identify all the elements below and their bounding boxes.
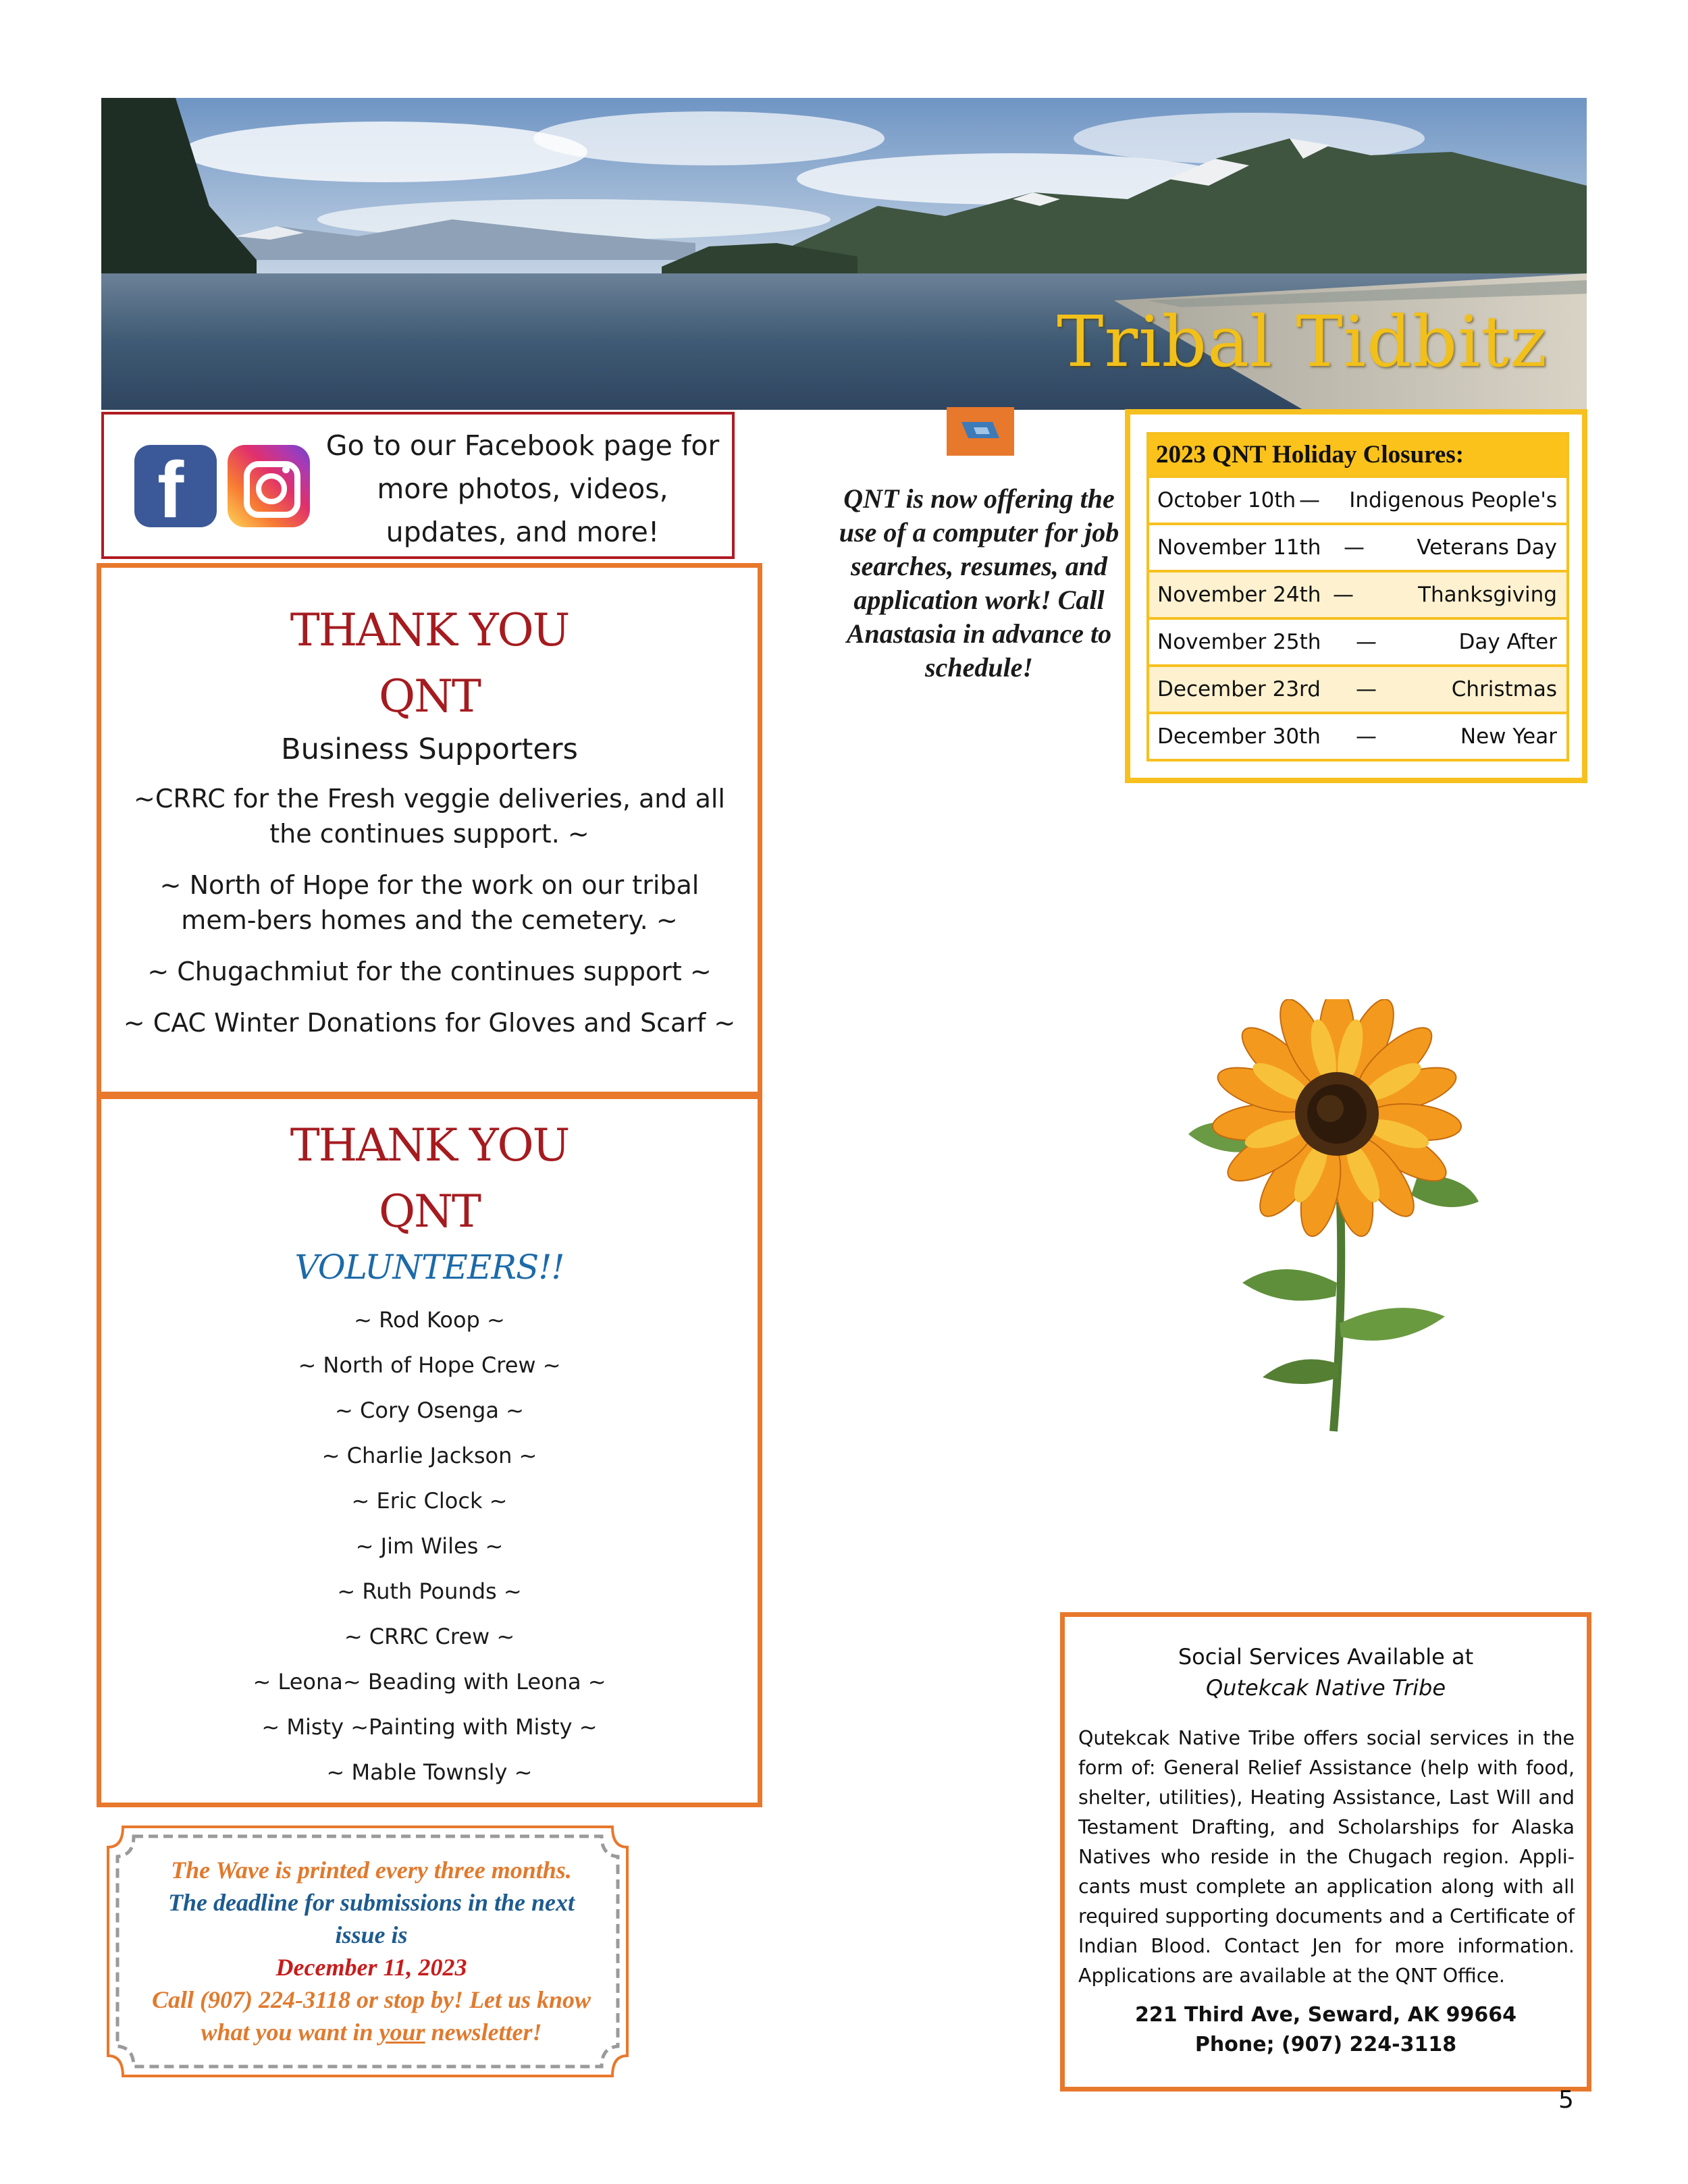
holiday-dash: — — [1344, 535, 1365, 560]
volunteer-item: ~ Jim Wiles ~ — [355, 1533, 504, 1559]
holiday-name: Thanksgiving — [1418, 583, 1557, 607]
holiday-row — [1149, 617, 1566, 664]
social-services-subtitle: Qutekcak Native Tribe — [1205, 1675, 1446, 1701]
holiday-row — [1149, 523, 1566, 570]
instagram-icon[interactable] — [228, 445, 310, 527]
holiday-date: November 25th — [1157, 630, 1321, 654]
sunflower-illustration — [1182, 999, 1485, 1445]
holiday-dash: — — [1333, 583, 1354, 607]
computer-offer-text: QNT is now offering the use of a computer for job searches, resumes, and application work! Call Anastasia in advance to schedule! — [839, 483, 1119, 683]
volunteer-item: ~ Rod Koop ~ — [354, 1307, 505, 1333]
supporter-item: ~ CAC Winter Donations for Gloves and Scarf ~ — [123, 1008, 736, 1038]
holiday-name: New Year — [1460, 724, 1557, 749]
supporters-subtitle: Business Supporters — [281, 733, 578, 766]
holiday-dash: — — [1356, 630, 1377, 654]
holiday-date: December 30th — [1157, 724, 1321, 749]
volunteer-item: ~ Charlie Jackson ~ — [321, 1443, 537, 1468]
header-banner — [101, 98, 1587, 410]
holiday-date: November 24th — [1157, 583, 1321, 607]
office-address: 221 Third Ave, Seward, AK 99664 — [1134, 2003, 1517, 2027]
holiday-table-title: 2023 QNT Holiday Closures: — [1149, 435, 1566, 475]
holiday-dash: — — [1356, 724, 1377, 749]
volunteer-item: ~ Mable Townsly ~ — [326, 1759, 533, 1785]
volunteer-item: ~ Eric Clock ~ — [351, 1488, 508, 1514]
newsletter-deadline-box — [103, 1821, 633, 2081]
holiday-name: Veterans Day — [1417, 535, 1557, 560]
holiday-closures-box — [1125, 409, 1587, 783]
qnt-title: QNT — [379, 1186, 480, 1237]
social-services-title: Social Services Available at — [1178, 1644, 1474, 1670]
holiday-dash: — — [1356, 677, 1377, 701]
thank-you-volunteers-box — [97, 1094, 762, 1807]
holiday-row — [1149, 664, 1566, 712]
supporter-item: ~CRRC for the Fresh veggie deliveries, and all the continues support. ~ — [134, 784, 725, 849]
holiday-date: December 23rd — [1157, 677, 1321, 701]
newsletter-deadline-text — [142, 1854, 601, 2048]
holiday-dash: — — [1299, 488, 1320, 512]
wave-deadline-intro: The deadline for submissions in the next issue is — [167, 1889, 575, 1948]
social-services-body: Qutekcak Native Tribe offers social services in the form of: General Relief Assistance (help with food, shelter, utilities), Heating Assistance, Last Will and Testament Drafting, and Scholarships for Alaska Natives who reside in the Chugach region. Appli-cants must complete an application along with all required supporting documents and a Certificate of Indian Blood. Contact Jen for more information. Applications are available at the QNT Office. — [1078, 1727, 1575, 1987]
holiday-table — [1146, 432, 1569, 762]
volunteer-item: ~ Misty ~Painting with Misty ~ — [261, 1714, 598, 1740]
volunteer-item: ~ Cory Osenga ~ — [335, 1397, 524, 1423]
volunteer-item: ~ North of Hope Crew ~ — [298, 1352, 561, 1378]
wave-contact: Call (907) 224-3118 or stop by! Let us know what you want in your newsletter! — [151, 1986, 591, 2046]
holiday-date: October 10th — [1157, 488, 1296, 512]
supporter-item: ~ Chugachmiut for the continues support ~ — [147, 957, 712, 986]
facebook-message: Go to our Facebook page for more photos, videos, updates, and more! — [325, 429, 720, 548]
holiday-row — [1149, 570, 1566, 617]
volunteer-item: ~ CRRC Crew ~ — [344, 1624, 515, 1649]
holiday-date: November 11th — [1157, 535, 1321, 560]
holiday-name: Day After — [1458, 630, 1557, 654]
holiday-row — [1149, 475, 1566, 523]
volunteer-item: ~ Ruth Pounds ~ — [337, 1578, 522, 1604]
qnt-title: QNT — [379, 670, 480, 722]
wave-deadline-date: December 11, 2023 — [275, 1954, 467, 1981]
facebook-icon[interactable]: f — [134, 445, 217, 527]
social-services-box — [1060, 1612, 1591, 2092]
supporter-item: ~ North of Hope for the work on our tribal mem-bers homes and the cemetery. ~ — [159, 870, 700, 935]
thank-you-supporters-box — [97, 563, 762, 1096]
social-media-box — [101, 412, 735, 559]
volunteers-subtitle: VOLUNTEERS!! — [294, 1248, 564, 1287]
document-icon — [947, 407, 1014, 456]
page-number: 5 — [1558, 2086, 1574, 2114]
banner-title: Tribal Tidbitz — [1057, 300, 1548, 383]
holiday-name: Christmas — [1451, 677, 1557, 701]
office-phone: Phone; (907) 224-3118 — [1194, 2033, 1457, 2056]
volunteer-item: ~ Leona~ Beading with Leona ~ — [253, 1669, 606, 1695]
wave-schedule: The Wave is printed every three months. — [171, 1857, 572, 1884]
holiday-name: Indigenous People's — [1349, 488, 1557, 512]
thank-you-title: THANK YOU — [290, 604, 569, 656]
thank-you-title: THANK YOU — [290, 1119, 569, 1171]
holiday-row — [1149, 712, 1566, 759]
